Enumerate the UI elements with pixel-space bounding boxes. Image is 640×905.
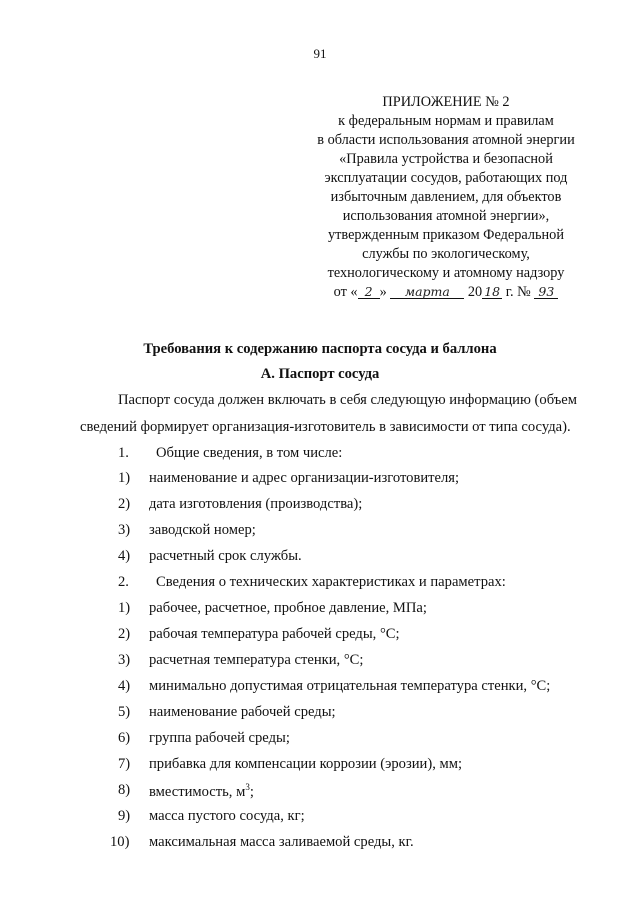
list-item-text: рабочее, расчетное, пробное давление, МПа; bbox=[149, 600, 427, 616]
date-year-handwritten: 18 bbox=[482, 285, 502, 299]
list-item-text: рабочая температура рабочей среды, °С; bbox=[149, 626, 400, 642]
appendix-line: утвержденным приказом Федеральной bbox=[328, 227, 564, 243]
list-item-text: дата изготовления (производства); bbox=[149, 496, 363, 512]
intro-line-2: сведений формирует организация-изготовитель в зависимости от типа сосуда). bbox=[80, 419, 571, 435]
intro-line-1: Паспорт сосуда должен включать в себя следующую информацию (объем bbox=[118, 392, 578, 408]
date-prefix: от « bbox=[333, 284, 358, 300]
appendix-line: в области использования атомной энергии bbox=[317, 132, 575, 148]
appendix-line: технологическому и атомному надзору bbox=[327, 265, 565, 281]
list-item-text: заводской номер; bbox=[149, 522, 256, 538]
list-item-text: прибавка для компенсации коррозии (эрозии), мм; bbox=[149, 756, 463, 772]
date-month-handwritten: марта bbox=[390, 285, 464, 299]
list-item-number: 1) bbox=[118, 470, 131, 486]
subsection-title: А. Паспорт сосуда bbox=[260, 366, 380, 382]
list-item-number: 5) bbox=[118, 704, 131, 720]
appendix-line: избыточным давлением, для объектов bbox=[330, 189, 562, 205]
list-item-text: наименование и адрес организации-изготовителя; bbox=[149, 470, 460, 486]
date-year-unit: г. № bbox=[505, 284, 531, 300]
list-item-number: 8) bbox=[118, 782, 131, 798]
group-1-heading: Общие сведения, в том числе: bbox=[156, 445, 343, 461]
list-item-number: 9) bbox=[118, 808, 131, 824]
list-item-text-main: вместимость, м bbox=[149, 783, 246, 800]
list-item-number: 6) bbox=[118, 730, 131, 746]
list-item-number: 4) bbox=[118, 678, 131, 694]
list-item-text: группа рабочей среды; bbox=[149, 730, 290, 746]
list-item-text-tail: ; bbox=[249, 783, 254, 800]
group-2-heading: Сведения о технических характеристиках и параметрах: bbox=[156, 574, 506, 590]
list-item-number: 2) bbox=[118, 496, 131, 512]
date-year-prefix: 20 bbox=[467, 284, 483, 300]
list-item-text: расчетный срок службы. bbox=[149, 548, 302, 564]
page-number: 91 bbox=[313, 46, 327, 61]
list-item-number: 1) bbox=[118, 600, 131, 616]
list-item-number: 10) bbox=[110, 834, 130, 850]
list-item-text: наименование рабочей среды; bbox=[149, 704, 336, 720]
list-item-text: масса пустого сосуда, кг; bbox=[149, 808, 305, 824]
appendix-heading: ПРИЛОЖЕНИЕ № 2 bbox=[382, 94, 510, 110]
list-item-number: 7) bbox=[118, 756, 131, 772]
date-mid: » bbox=[379, 284, 387, 300]
appendix-line: к федеральным нормам и правилам bbox=[338, 113, 554, 129]
list-item-number: 3) bbox=[118, 652, 131, 668]
superscript: 3 bbox=[245, 782, 250, 792]
group-1-number: 1. bbox=[118, 445, 129, 461]
list-item-text bbox=[149, 782, 254, 801]
list-item-text: максимальная масса заливаемой среды, кг. bbox=[149, 834, 414, 850]
list-item-text: минимально допустимая отрицательная температура стенки, °С; bbox=[149, 678, 551, 694]
appendix-line: эксплуатации сосудов, работающих под bbox=[324, 170, 568, 186]
appendix-line: использования атомной энергии», bbox=[342, 208, 550, 224]
list-item-number: 3) bbox=[118, 522, 131, 538]
section-title: Требования к содержанию паспорта сосуда и баллона bbox=[143, 341, 497, 357]
appendix-line: службы по экологическому, bbox=[362, 246, 530, 262]
date-day-handwritten: 2 bbox=[358, 285, 380, 299]
group-2-number: 2. bbox=[118, 574, 129, 590]
order-number-handwritten: 93 bbox=[534, 285, 558, 299]
appendix-date-line bbox=[300, 283, 592, 302]
list-item-number: 2) bbox=[118, 626, 131, 642]
list-item-number: 4) bbox=[118, 548, 131, 564]
list-item-text: расчетная температура стенки, °С; bbox=[149, 652, 364, 668]
appendix-line: «Правила устройства и безопасной bbox=[339, 151, 553, 167]
